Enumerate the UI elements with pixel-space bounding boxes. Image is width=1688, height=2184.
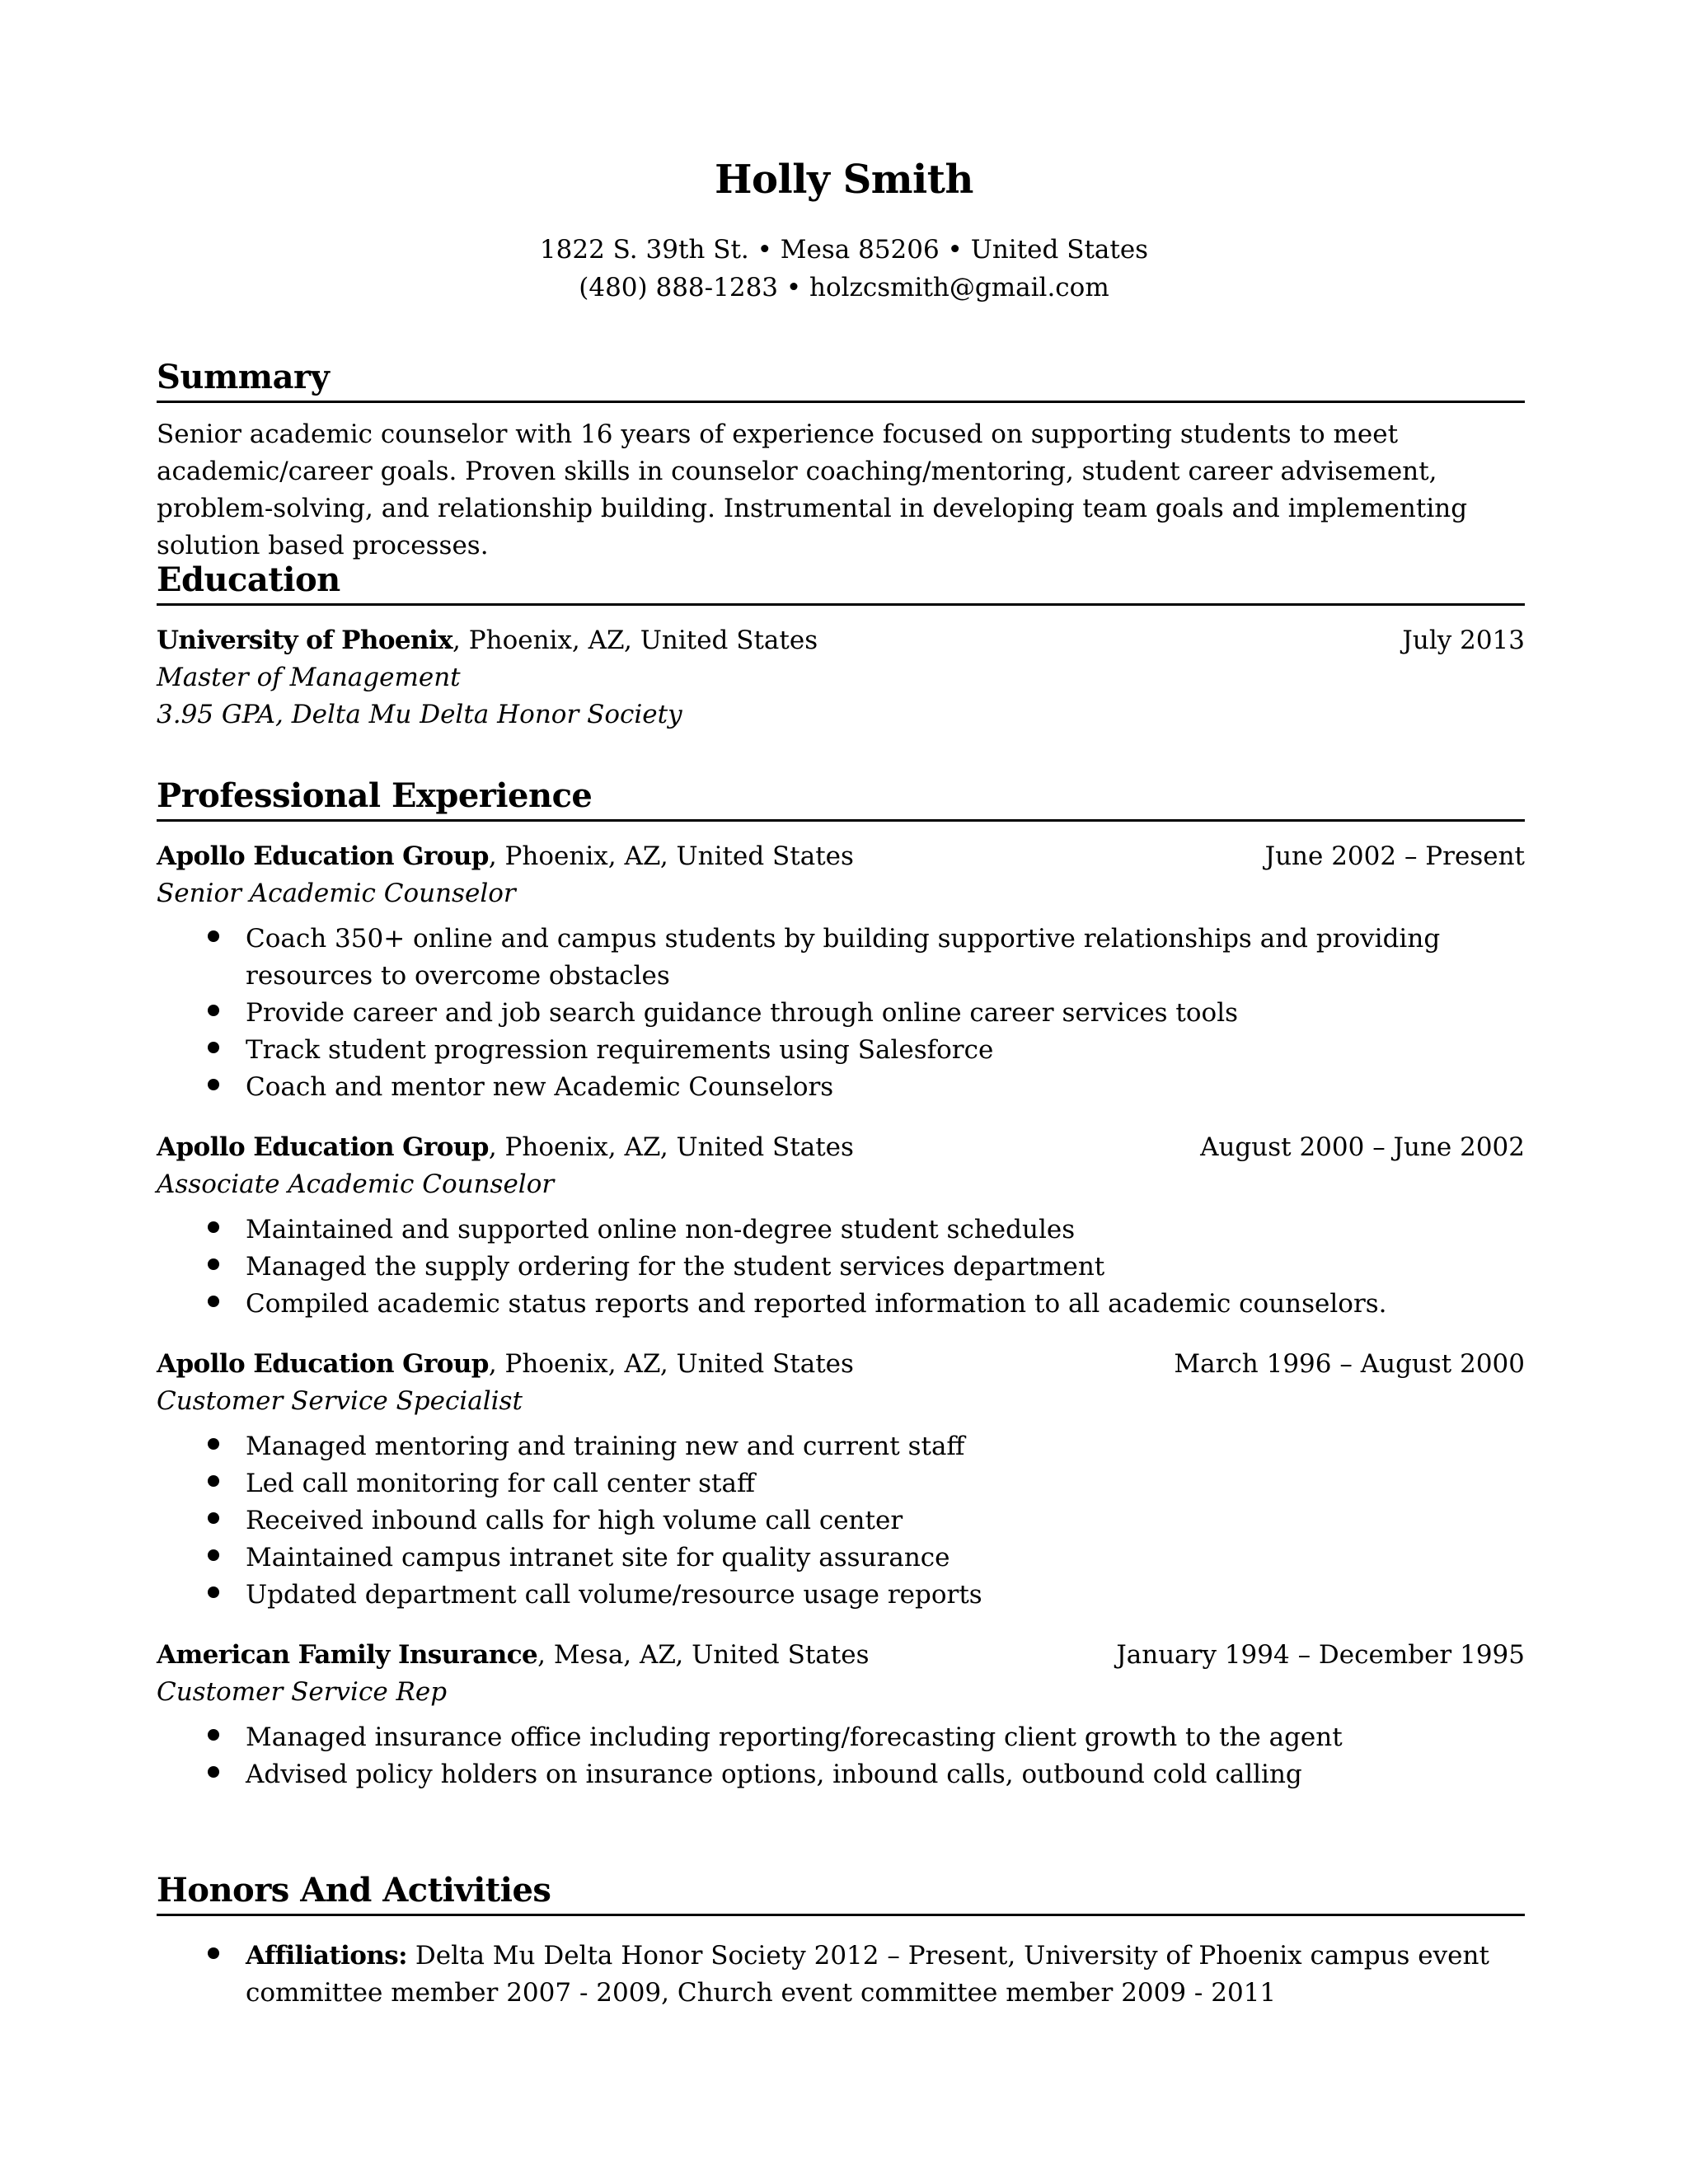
duty-item <box>157 1465 1525 1502</box>
bullet-dot-icon <box>208 1512 219 1524</box>
duty-text: Maintained campus intranet site for quality assurance <box>246 1543 950 1572</box>
duty-text: Provide career and job search guidance through online career services tools <box>246 998 1239 1028</box>
duty-text: Coach and mentor new Academic Counselors <box>246 1072 834 1102</box>
duties-list <box>157 1212 1525 1323</box>
summary-text: Senior academic counselor with 16 years of experience focused on supporting students to meet academic/career goals. Proven skills in counselor coaching/mentoring, student career advisement, problem-solving, and relationship building. Instrumental in developing team goals and implementing solution based processes. <box>157 419 1468 560</box>
duty-text: Maintained and supported online non-degree student schedules <box>246 1215 1076 1244</box>
bullet-dot-icon <box>208 1549 219 1561</box>
employer-name: Apollo Education Group <box>157 1132 489 1162</box>
bullet-dot-icon <box>208 1438 219 1450</box>
bullet-dot-icon <box>208 1729 219 1741</box>
bullet-dot-icon <box>208 1475 219 1487</box>
duty-item <box>157 1069 1525 1106</box>
employer-name: American Family Insurance <box>157 1640 538 1670</box>
duty-item <box>157 1577 1525 1614</box>
duty-item <box>157 995 1525 1032</box>
affiliations-text: Delta Mu Delta Honor Society 2012 – Present, University of Phoenix campus event committee member 2007 - 2009, Church event committee member 2009 - 2011 <box>246 1941 1489 2008</box>
bullet-dot-icon <box>208 1296 219 1307</box>
employer-location: , Phoenix, AZ, United States <box>488 1132 854 1162</box>
duty-text: Managed mentoring and training new and current staff <box>246 1432 965 1461</box>
duty-text: Received inbound calls for high volume call center <box>246 1506 903 1535</box>
education-entry-head <box>157 622 1525 659</box>
employment-dates: March 1996 – August 2000 <box>1174 1349 1525 1379</box>
employer-name: Apollo Education Group <box>157 1349 489 1379</box>
duty-text: Led call monitoring for call center staff <box>246 1469 755 1498</box>
job-title: Customer Service Specialist <box>157 1386 523 1416</box>
employer-location: , Phoenix, AZ, United States <box>488 1349 854 1379</box>
bullet-dot-icon <box>208 1079 219 1090</box>
duty-text: Compiled academic status reports and reported information to all academic counselors. <box>246 1289 1387 1319</box>
education-location: , Phoenix, AZ, United States <box>452 626 818 655</box>
job-title: Senior Academic Counselor <box>157 879 516 908</box>
employer-line <box>157 838 854 875</box>
employer-name: Apollo Education Group <box>157 841 489 871</box>
employer-location: , Mesa, AZ, United States <box>537 1640 870 1670</box>
section-title-experience: Professional Experience <box>157 775 1525 822</box>
honors-section <box>157 1869 1525 2012</box>
employment-dates: January 1994 – December 1995 <box>1116 1640 1525 1670</box>
bullet-dot-icon <box>208 1042 219 1053</box>
employer-line <box>157 1129 854 1166</box>
bullet-dot-icon <box>208 930 219 942</box>
contact-line: (480) 888-1283 • holzcsmith@gmail.com <box>579 273 1109 302</box>
duties-list <box>157 921 1525 1106</box>
education-detail: 3.95 GPA, Delta Mu Delta Honor Society <box>157 700 682 729</box>
experience-entry-head <box>157 838 1525 875</box>
bullet-dot-icon <box>208 1947 219 1959</box>
duty-item <box>157 1428 1525 1465</box>
education-institution: University of Phoenix <box>157 626 453 655</box>
affiliations-label: Affiliations: <box>246 1941 408 1971</box>
employer-location: , Phoenix, AZ, United States <box>488 841 854 871</box>
experience-entry <box>157 1637 1525 1793</box>
duty-item <box>157 921 1525 995</box>
experience-entry <box>157 1129 1525 1323</box>
experience-entry-head <box>157 1346 1525 1383</box>
bullet-dot-icon <box>208 1586 219 1598</box>
experience-section <box>157 775 1525 1793</box>
experience-entry <box>157 838 1525 1106</box>
duty-item <box>157 1719 1525 1756</box>
duty-item <box>157 1032 1525 1069</box>
duties-list <box>157 1428 1525 1614</box>
job-title: Associate Academic Counselor <box>157 1169 555 1199</box>
employment-dates: June 2002 – Present <box>1264 841 1525 871</box>
resume-name: Holly Smith <box>715 157 973 203</box>
duty-item <box>157 1286 1525 1323</box>
bullet-dot-icon <box>208 1258 219 1270</box>
duty-item <box>157 1502 1525 1540</box>
section-title-summary: Summary <box>157 356 1525 403</box>
duty-text: Coach 350+ online and campus students by building supportive relationships and providing resources to overcome obstacles <box>246 924 1441 991</box>
education-entry <box>157 622 1525 733</box>
section-title-honors: Honors And Activities <box>157 1869 1525 1916</box>
bullet-dot-icon <box>208 1005 219 1016</box>
experience-entry-head <box>157 1637 1525 1674</box>
education-degree: Master of Management <box>157 663 461 692</box>
summary-section <box>157 356 1525 565</box>
bullet-dot-icon <box>208 1221 219 1233</box>
duty-text: Updated department call volume/resource usage reports <box>246 1580 982 1610</box>
duty-text: Advised policy holders on insurance options, inbound calls, outbound cold calling <box>246 1760 1302 1789</box>
duties-list <box>157 1719 1525 1793</box>
employer-line <box>157 1637 870 1674</box>
honors-list <box>157 1938 1525 2012</box>
honors-item <box>157 1938 1525 2012</box>
duty-text: Managed insurance office including reporting/forecasting client growth to the agent <box>246 1722 1343 1752</box>
education-section <box>157 559 1525 733</box>
employer-line <box>157 1346 854 1383</box>
job-title: Customer Service Rep <box>157 1677 448 1707</box>
duty-text: Track student progression requirements using Salesforce <box>246 1035 994 1065</box>
duty-item <box>157 1540 1525 1577</box>
address-line: 1822 S. 39th St. • Mesa 85206 • United States <box>539 235 1149 265</box>
section-title-education: Education <box>157 559 1525 606</box>
duty-text: Managed the supply ordering for the student services department <box>246 1252 1105 1282</box>
duty-item <box>157 1249 1525 1286</box>
employment-dates: August 2000 – June 2002 <box>1200 1132 1525 1162</box>
education-institution-line <box>157 622 818 659</box>
duty-item <box>157 1756 1525 1793</box>
experience-entry-head <box>157 1129 1525 1166</box>
education-date: July 2013 <box>1402 626 1525 655</box>
duty-item <box>157 1212 1525 1249</box>
bullet-dot-icon <box>208 1766 219 1778</box>
experience-entry <box>157 1346 1525 1614</box>
